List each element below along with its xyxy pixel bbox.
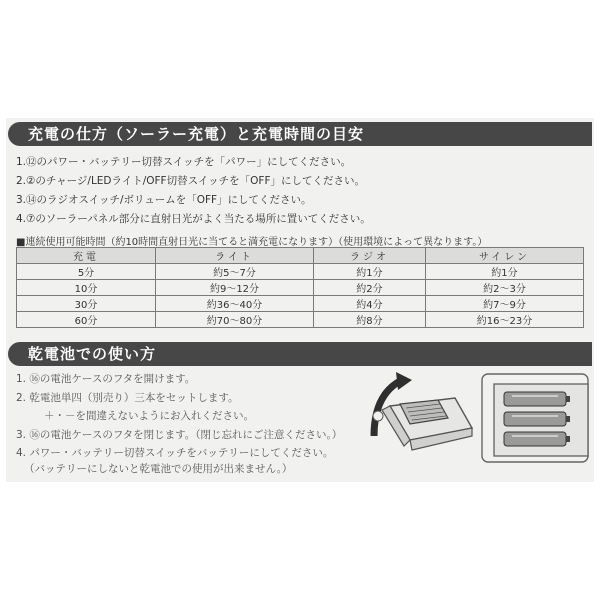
table-cell: 60分 [17,312,156,328]
battery-step-4-note: （バッテリーにしないと乾電池での使用が出来ません。） [24,463,293,475]
charge-time-table [16,247,584,328]
table-cell: 約2分 [314,280,426,296]
table-cell: 30分 [17,296,156,312]
table-header-row [17,248,584,264]
header-charge: 充電 [17,248,156,264]
battery-step-1: 1. ⑯の電池ケースのフタを開けます。 [16,373,196,385]
table-row [17,264,584,280]
continuous-use-note: ■連続使用可能時間（約10時間直射日光に当てると満充電になります）（使用環境によって異なります。） [16,237,488,248]
solar-step-3: 3.⑭のラジオスイッチ/ボリュームを「OFF」にしてください。 [16,194,312,206]
battery-compartment-illustration [478,370,590,466]
battery-step-2-note: ＋・－を間違えないようにお入れください。 [44,410,254,422]
table-cell: 約36〜40分 [156,296,314,312]
solar-step-4: 4.⑦のソーラーパネル部分に直射日光がよく当たる場所に置いてください。 [16,213,371,225]
table-cell: 約1分 [425,264,583,280]
table-cell: 約8分 [314,312,426,328]
table-cell: 約1分 [314,264,426,280]
table-cell: 5分 [17,264,156,280]
battery-cover-illustration [360,366,480,466]
section-header-solar-charging: 充電の仕方（ソーラー充電）と充電時間の目安 [8,122,592,146]
solar-step-2: 2.②のチャージ/LEDライト/OFF切替スイッチを「OFF」にしてください。 [16,175,366,187]
header-siren: サイレン [425,248,583,264]
battery-step-2: 2. 乾電池単四（別売り）三本をセットします。 [16,392,239,404]
table-cell: 約70〜80分 [156,312,314,328]
table-cell: 約5〜7分 [156,264,314,280]
table-row [17,296,584,312]
table-cell: 10分 [17,280,156,296]
table-row [17,280,584,296]
header-radio: ラジオ [314,248,426,264]
battery-step-4: 4. パワー・バッテリー切替スイッチをバッテリーにしてください。 [16,447,334,459]
section-header-battery-usage: 乾電池での使い方 [8,342,592,366]
table-cell: 約7〜9分 [425,296,583,312]
header-light: ライト [156,248,314,264]
table-cell: 約9〜12分 [156,280,314,296]
battery-step-3: 3. ⑯の電池ケースのフタを閉じます。（閉じ忘れにご注意ください。） [16,429,343,441]
table-cell: 約4分 [314,296,426,312]
table-row [17,312,584,328]
solar-step-1: 1.⑫のパワー・バッテリー切替スイッチを「パワー」にしてください。 [16,156,352,168]
table-cell: 約2〜3分 [425,280,583,296]
table-cell: 約16〜23分 [425,312,583,328]
